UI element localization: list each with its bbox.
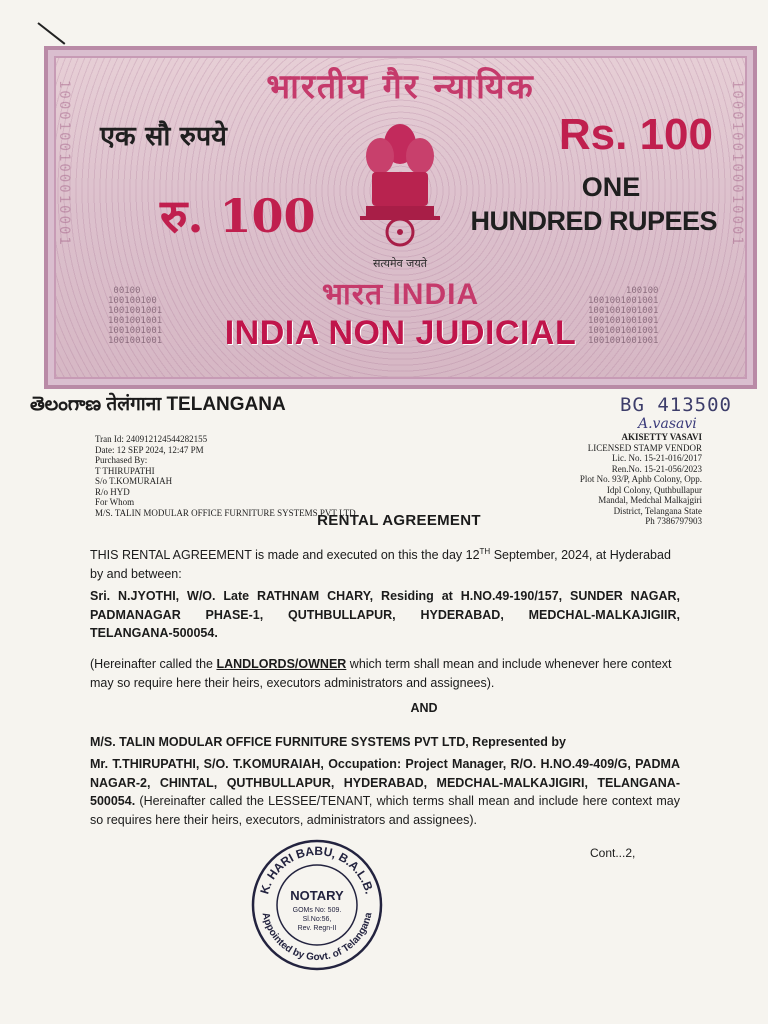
state-line [30,390,286,420]
continuation-note: Cont...2, [590,846,636,860]
intro-paragraph [90,543,680,583]
stamp-ru-amount: रु. 100 [160,189,316,243]
stamp-hindi-amount: एक सौ रुपये [100,121,227,152]
landlord-def-b: which term shall mean and include whenever here context may so require here their heirs, executors administrators and assignees). [90,657,672,690]
stamp-hindi-header: भारतीय गैर न्यायिक [266,67,535,107]
purchaser-residence: R/o HYD [95,486,130,497]
side-digits-left: 1000100100010001 [56,80,72,247]
vendor-signature: A.vasavi [638,416,697,432]
seal-name: K. HARI BABU, B.A.L.B. [257,843,377,896]
corner-mark [37,22,65,45]
seal-notary: NOTARY [290,888,344,903]
vendor-address-4: District, Telangana State [613,505,702,516]
for-whom-value: M/S. TALIN MODULAR OFFICE FURNITURE SYSTEMS PVT LTD [95,507,356,518]
notary-seal [250,838,384,972]
transaction-block [95,434,356,518]
vendor-name: AKISETTY VASAVI [621,432,702,442]
vendor-license: Lic. No. 15-21-016/2017 [612,453,702,463]
stamp-paper [44,46,757,389]
binary-pattern-right: 100100 1001001001001 1001001001001 1001001001001 1001001001001 1001001001001 [588,286,659,346]
vendor-phone: Ph 7386797903 [645,516,702,526]
and-separator: AND [410,701,438,715]
intro-text-a: THIS RENTAL AGREEMENT is made and executed on this the day 12 [90,548,480,563]
ashoka-emblem-icon [350,114,450,254]
seal-slno: Sl.No:56, [302,916,332,923]
vendor-address-1: Plot No. 93/P, Aphb Colony, Opp. [579,474,702,484]
tran-id: Tran Id: 240912124544282155 [95,434,208,444]
landlord-def-a: (Hereinafter called the [90,657,217,671]
stamp-one-label: ONE [581,172,641,202]
intro-superscript: TH [479,547,491,556]
vendor-address-2: Idpl Colony, Quthbullapur [606,484,702,495]
document-title: RENTAL AGREEMENT [317,512,481,529]
stamp-rs-amount: Rs. 100 [558,110,713,159]
landlord-def-underlined: LANDLORDS/OWNER [216,657,347,671]
seal-appointed: Appointed by Govt. of Telangana [259,911,375,964]
tenant-definition: (Hereinafter called the LESSEE/TENANT, which terms shall mean and include here context may so requires here their heirs, executors, administrators and assignees). [90,794,680,827]
side-digits-right: 1000100100010001 [729,80,745,247]
tenant-paragraph [90,755,680,829]
tenant-details: Mr. T.THIRUPATHI, S/O. T.KOMURAIAH, Occupation: Project Manager, R/O. H.NO.49-409/G, PADMA NAGAR-2, CHINTAL, QUTHBULLAPUR, HYDERABAD, MEDCHAL-MALKAJIGIRI, TELANGANA-500054. [90,757,680,808]
vendor-renewal: Ren.No. 15-21-056/2023 [611,463,702,474]
stamp-motto: सत्यमेव जयते [372,257,427,270]
seal-rev: Rev. Regn-II [297,925,337,932]
serial-number: BG 413500 [620,394,732,416]
landlord-paragraph: Sri. N.JYOTHI, W/O. Late RATHNAM CHARY, Residing at H.NO.49-190/157, SUNDER NAGAR, PADMANAGAR PHASE-1, QUTHBULLAPUR, HYDERABAD, MEDCHAL-MALKAJIGIIR, TELANGANA-500054. [90,589,680,640]
purchaser-name: T THIRUPATHI [95,465,155,476]
tran-date: Date: 12 SEP 2024, 12:47 PM [95,444,204,455]
landlord-definition-paragraph [90,655,680,692]
stamp-non-judicial: INDIA NON JUDICIAL [224,314,577,352]
vendor-address-3: Mandal, Medchal Malkajgiri [598,495,702,505]
for-whom-label: For Whom [95,497,135,507]
seal-goms: GOMs No: 509. [292,907,342,914]
state-english: TELANGANA [166,394,286,415]
state-hindi: तेलंगाना [106,394,162,415]
state-telugu: తెలంగాణ [30,393,102,415]
purchaser-relation: S/o T.KOMURAIAH [95,476,173,486]
stamp-hundred-rupees-label: HUNDRED RUPEES [470,206,717,236]
binary-pattern-left: 00100 100100100 1001001001 1001001001 1001001001 1001001001 [108,286,163,346]
intro-text-b: September, 2024, at Hyderabad by and between: [90,548,671,581]
company-paragraph: M/S. TALIN MODULAR OFFICE FURNITURE SYSTEMS PVT LTD, Represented by [90,735,566,749]
stamp-bharat-india: भारत INDIA [321,278,480,311]
vendor-title: LICENSED STAMP VENDOR [587,442,702,453]
purchased-by-label: Purchased By: [95,455,148,465]
